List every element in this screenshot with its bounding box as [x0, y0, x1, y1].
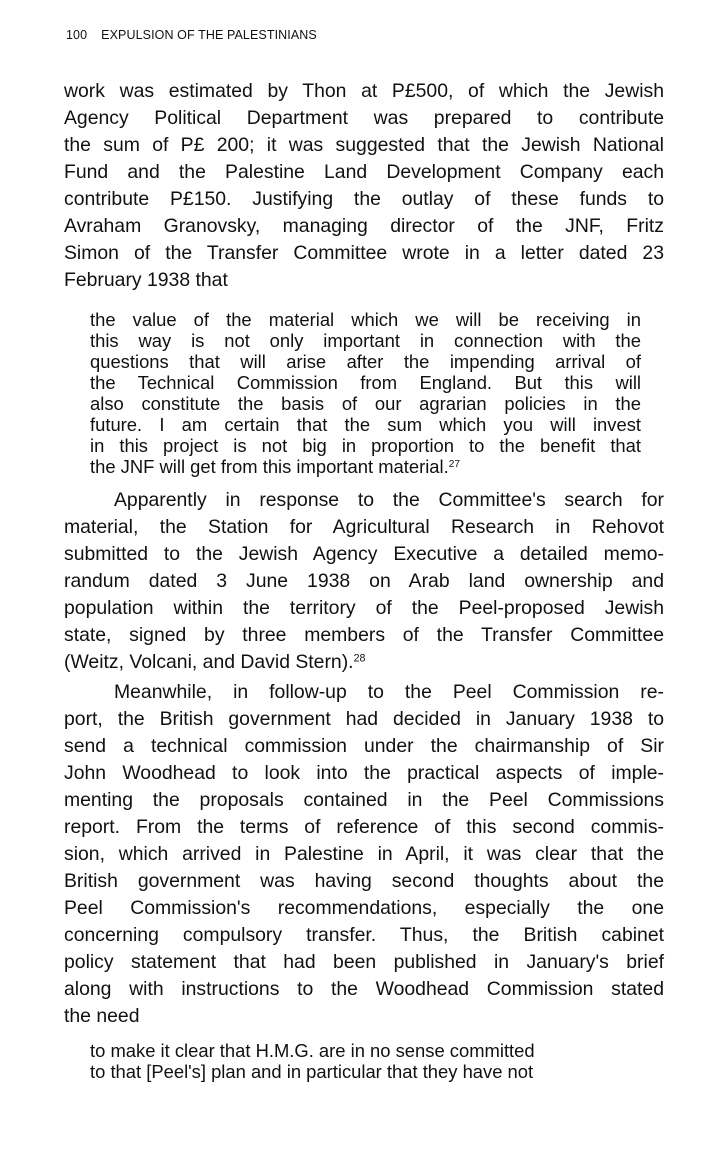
footnote-ref-27: 27 — [448, 458, 460, 470]
text-line: sion, which arrived in Palestine in April, it was clear that the — [64, 843, 664, 865]
text-line: submitted to the Jewish Agency Executive a detailed memo- — [64, 543, 664, 565]
text-line: Meanwhile, in follow-up to the Peel Commission re- — [114, 681, 664, 703]
text-line: Simon of the Transfer Committee wrote in a letter dated 23 — [64, 242, 664, 264]
text-line: Peel Commission's recommendations, especially the one — [64, 897, 664, 919]
page-number: 100 — [66, 28, 88, 42]
quote-line: this way is not only important in connection with the — [90, 330, 641, 351]
text-line: policy statement that had been published in January's brief — [64, 951, 664, 973]
running-head — [66, 28, 317, 42]
quote-line: the Technical Commission from England. But this will — [90, 372, 641, 393]
text-line: port, the British government had decided in January 1938 to — [64, 708, 664, 730]
text-line — [64, 650, 365, 674]
text-line: the sum of P£ 200; it was suggested that the Jewish National — [64, 134, 664, 156]
text-line: along with instructions to the Woodhead Commission stated — [64, 978, 664, 1000]
text-line: send a technical commission under the chairmanship of Sir — [64, 735, 664, 757]
text-line: John Woodhead to look into the practical aspects of imple- — [64, 762, 664, 784]
quote-line: the value of the material which we will be receiving in — [90, 309, 641, 330]
text-line: contribute P£150. Justifying the outlay of these funds to — [64, 188, 664, 210]
text-line: state, signed by three members of the Transfer Committee — [64, 624, 664, 646]
text-line: randum dated 3 June 1938 on Arab land ownership and — [64, 570, 664, 592]
quote-line — [90, 456, 460, 478]
text-line: Avraham Granovsky, managing director of the JNF, Fritz — [64, 215, 664, 237]
text-line: population within the territory of the Peel-proposed Jewish — [64, 597, 664, 619]
quote-line: future. I am certain that the sum which you will invest — [90, 414, 641, 435]
quote-text: the JNF will get from this important material. — [90, 456, 449, 477]
running-title: EXPULSION OF THE PALESTINIANS — [101, 28, 317, 42]
quote-line: questions that will arise after the impending arrival of — [90, 351, 641, 372]
text-line: report. From the terms of reference of this second commis- — [64, 816, 664, 838]
text-line: February 1938 that — [64, 269, 228, 291]
text-line: Agency Political Department was prepared to contribute — [64, 107, 664, 129]
text-line: British government was having second thoughts about the — [64, 870, 664, 892]
text-line: Apparently in response to the Committee's search for — [114, 489, 664, 511]
quote-line: in this project is not big in proportion to the benefit that — [90, 435, 641, 456]
quote-line: also constitute the basis of our agrarian policies in the — [90, 393, 641, 414]
text-line: concerning compulsory transfer. Thus, the British cabinet — [64, 924, 664, 946]
quote-line: to make it clear that H.M.G. are in no sense committed — [90, 1040, 535, 1061]
text-line: material, the Station for Agricultural Research in Rehovot — [64, 516, 664, 538]
text-line: work was estimated by Thon at P£500, of which the Jewish — [64, 80, 664, 102]
quote-line: to that [Peel's] plan and in particular that they have not — [90, 1061, 534, 1082]
text-line: Fund and the Palestine Land Development Company each — [64, 161, 664, 183]
paragraph-text: (Weitz, Volcani, and David Stern). — [64, 651, 354, 673]
text-line: the need — [64, 1005, 140, 1027]
text-line: menting the proposals contained in the Peel Commissions — [64, 789, 664, 811]
footnote-ref-28: 28 — [353, 652, 366, 665]
